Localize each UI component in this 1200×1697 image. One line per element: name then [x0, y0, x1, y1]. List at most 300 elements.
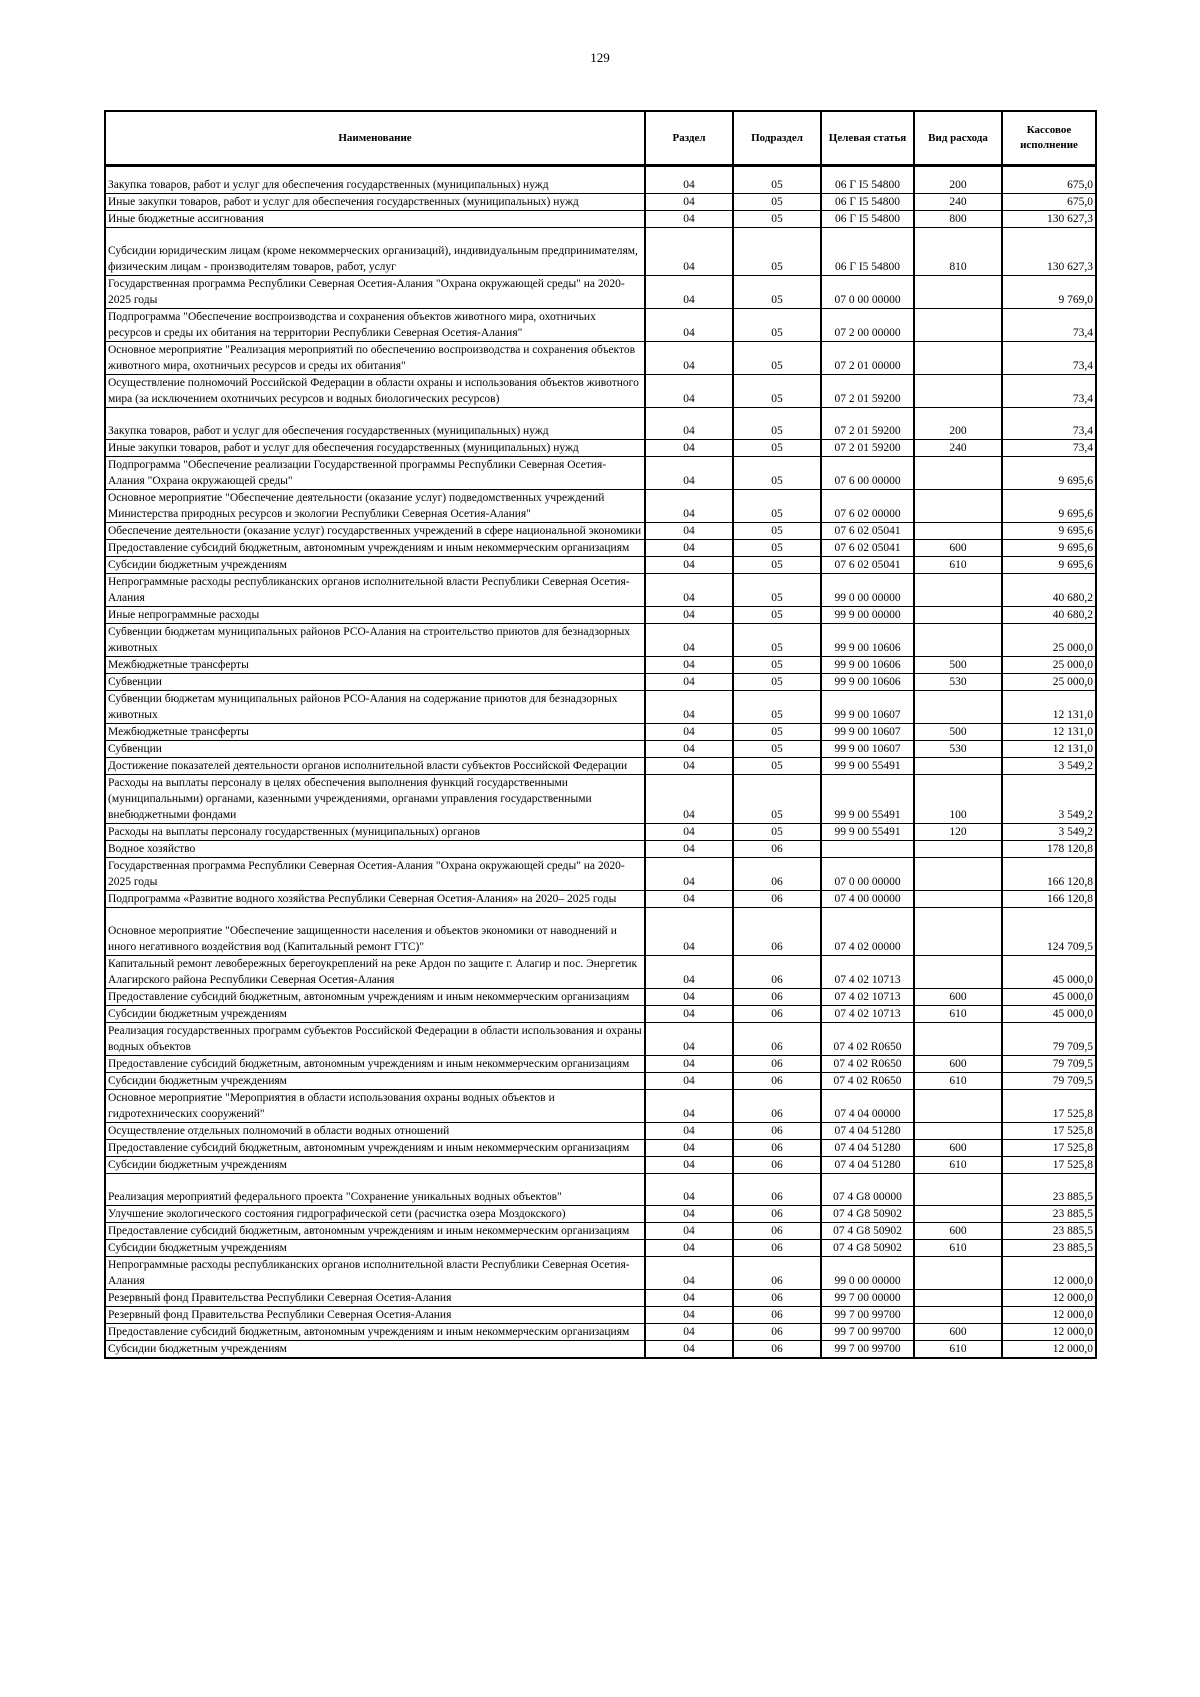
row-subsection: 06: [733, 1223, 821, 1240]
row-target: 07 4 04 51280: [821, 1157, 914, 1174]
row-type: 600: [914, 540, 1002, 557]
row-amount: 12 131,0: [1002, 741, 1096, 758]
row-type: 240: [914, 194, 1002, 211]
row-target: 07 4 G8 50902: [821, 1206, 914, 1223]
row-type: [914, 607, 1002, 624]
row-type: 610: [914, 557, 1002, 574]
row-name: Иные закупки товаров, работ и услуг для обеспечения государственных (муниципальных) нужд: [105, 440, 645, 457]
row-amount: 12 131,0: [1002, 691, 1096, 724]
row-section: 04: [645, 1123, 733, 1140]
row-target: 07 4 02 R0650: [821, 1056, 914, 1073]
table-row: [105, 858, 1096, 891]
row-type: 500: [914, 657, 1002, 674]
row-target: 07 4 G8 50902: [821, 1223, 914, 1240]
table-row: [105, 1023, 1096, 1056]
row-subsection: 05: [733, 194, 821, 211]
table-row: [105, 342, 1096, 375]
row-type: 600: [914, 1140, 1002, 1157]
row-target: 99 0 00 00000: [821, 574, 914, 607]
row-name: Закупка товаров, работ и услуг для обеспечения государственных (муниципальных) нужд: [105, 177, 645, 194]
row-amount: 79 709,5: [1002, 1056, 1096, 1073]
row-type: 120: [914, 824, 1002, 841]
row-target: 99 9 00 10607: [821, 724, 914, 741]
row-subsection: 06: [733, 1307, 821, 1324]
table-row: [105, 891, 1096, 908]
row-section: 04: [645, 624, 733, 657]
row-name: Водное хозяйство: [105, 841, 645, 858]
row-name: Подпрограмма "Обеспечение воспроизводства и сохранения объектов животного мира, охотничьих ресурсов и среды их обитания на территории Республики Северная Осетия-Алания": [105, 309, 645, 342]
row-target: 99 9 00 00000: [821, 607, 914, 624]
row-target: 07 4 02 10713: [821, 956, 914, 989]
table-row: [105, 276, 1096, 309]
row-amount: 17 525,8: [1002, 1157, 1096, 1174]
row-amount: 40 680,2: [1002, 607, 1096, 624]
row-type: 610: [914, 1341, 1002, 1359]
table-body: [105, 166, 1096, 1359]
header-section: Раздел: [645, 111, 733, 166]
row-name: Предоставление субсидий бюджетным, автономным учреждениям и иным некоммерческим организациям: [105, 1324, 645, 1341]
row-subsection: 05: [733, 574, 821, 607]
row-subsection: 06: [733, 1023, 821, 1056]
row-type: [914, 1257, 1002, 1290]
table-row: [105, 523, 1096, 540]
row-amount: 9 695,6: [1002, 557, 1096, 574]
table-row: [105, 309, 1096, 342]
table-header-row: [105, 111, 1096, 166]
row-amount: 675,0: [1002, 194, 1096, 211]
row-subsection: 06: [733, 891, 821, 908]
row-section: 04: [645, 1073, 733, 1090]
row-subsection: 06: [733, 1123, 821, 1140]
row-type: [914, 758, 1002, 775]
row-section: 04: [645, 1290, 733, 1307]
row-name: Реализация государственных программ субъектов Российской Федерации в области использования и охраны водных объектов: [105, 1023, 645, 1056]
row-name: Предоставление субсидий бюджетным, автономным учреждениям и иным некоммерческим организациям: [105, 1223, 645, 1240]
row-target: 06 Г I5 54800: [821, 228, 914, 276]
table-row: [105, 775, 1096, 824]
row-type: [914, 841, 1002, 858]
header-target: Целевая статья: [821, 111, 914, 166]
table-row: [105, 1090, 1096, 1123]
row-amount: 178 120,8: [1002, 841, 1096, 858]
table-row: [105, 1206, 1096, 1223]
row-section: 04: [645, 674, 733, 691]
table-row: [105, 1073, 1096, 1090]
row-target: 99 9 00 55491: [821, 775, 914, 824]
row-target: 06 Г I5 54800: [821, 211, 914, 228]
row-type: 600: [914, 1223, 1002, 1240]
row-amount: 12 000,0: [1002, 1341, 1096, 1359]
table-row: [105, 1240, 1096, 1257]
row-subsection: 05: [733, 490, 821, 523]
row-type: 600: [914, 989, 1002, 1006]
row-name: Субвенции бюджетам муниципальных районов РСО-Алания на содержание приютов для безнадзорных животных: [105, 691, 645, 724]
row-amount: 12 000,0: [1002, 1257, 1096, 1290]
row-name: Подпрограмма «Развитие водного хозяйства Республики Северная Осетия-Алания» на 2020– 2025 годы: [105, 891, 645, 908]
row-target: 07 6 02 00000: [821, 490, 914, 523]
table-row: [105, 1324, 1096, 1341]
row-name: Субсидии бюджетным учреждениям: [105, 1157, 645, 1174]
row-name: Основное мероприятие "Мероприятия в области использования охраны водных объектов и гидротехнических сооружений": [105, 1090, 645, 1123]
table-row: [105, 1056, 1096, 1073]
row-section: 04: [645, 194, 733, 211]
row-amount: 17 525,8: [1002, 1090, 1096, 1123]
row-section: 04: [645, 908, 733, 956]
row-amount: 73,4: [1002, 440, 1096, 457]
row-amount: 17 525,8: [1002, 1140, 1096, 1157]
row-type: 600: [914, 1056, 1002, 1073]
row-type: 530: [914, 741, 1002, 758]
row-subsection: 05: [733, 557, 821, 574]
row-section: 04: [645, 211, 733, 228]
row-type: [914, 342, 1002, 375]
row-section: 04: [645, 758, 733, 775]
row-section: 04: [645, 440, 733, 457]
table-row: [105, 540, 1096, 557]
row-name: Улучшение экологического состояния гидрографической сети (расчистка озера Моздокского): [105, 1206, 645, 1223]
row-target: 99 9 00 55491: [821, 758, 914, 775]
row-name: Субвенции: [105, 741, 645, 758]
table-row: [105, 228, 1096, 276]
row-type: 240: [914, 440, 1002, 457]
table-row: [105, 989, 1096, 1006]
row-subsection: 05: [733, 724, 821, 741]
row-subsection: 06: [733, 1341, 821, 1359]
table-row: [105, 211, 1096, 228]
table-row: [105, 457, 1096, 490]
row-section: 04: [645, 1056, 733, 1073]
table-row: [105, 1123, 1096, 1140]
row-name: Подпрограмма "Обеспечение реализации Государственной программы Республики Северная Осетия-Алания "Охрана окружающей среды": [105, 457, 645, 490]
row-subsection: 06: [733, 858, 821, 891]
row-target: 99 9 00 10606: [821, 624, 914, 657]
row-name: Субсидии юридическим лицам (кроме некоммерческих организаций), индивидуальным предпринимателям, физическим лицам - производителям товаров, работ, услуг: [105, 228, 645, 276]
row-type: [914, 457, 1002, 490]
table-row: [105, 408, 1096, 440]
row-section: 04: [645, 557, 733, 574]
row-amount: 45 000,0: [1002, 1006, 1096, 1023]
row-section: 04: [645, 342, 733, 375]
row-type: [914, 858, 1002, 891]
row-section: 04: [645, 858, 733, 891]
header-amount: Кассовое исполнение: [1002, 111, 1096, 166]
row-target: 07 4 02 R0650: [821, 1073, 914, 1090]
row-amount: 9 695,6: [1002, 523, 1096, 540]
row-name: Субсидии бюджетным учреждениям: [105, 1240, 645, 1257]
row-name: Основное мероприятие "Обеспечение защищенности населения и объектов экономики от наводнений и иного негативного воздействия вод (Капитальный ремонт ГТС)": [105, 908, 645, 956]
row-subsection: 05: [733, 540, 821, 557]
row-name: Предоставление субсидий бюджетным, автономным учреждениям и иным некоммерческим организациям: [105, 1056, 645, 1073]
row-name: Реализация мероприятий федерального проекта "Сохранение уникальных водных объектов": [105, 1174, 645, 1206]
header-type: Вид расхода: [914, 111, 1002, 166]
row-section: 04: [645, 741, 733, 758]
row-amount: 40 680,2: [1002, 574, 1096, 607]
row-subsection: 06: [733, 1140, 821, 1157]
row-section: 04: [645, 691, 733, 724]
row-amount: 73,4: [1002, 309, 1096, 342]
table-row: [105, 1257, 1096, 1290]
row-amount: 9 695,6: [1002, 457, 1096, 490]
row-section: 04: [645, 1341, 733, 1359]
row-amount: 12 000,0: [1002, 1324, 1096, 1341]
row-name: Предоставление субсидий бюджетным, автономным учреждениям и иным некоммерческим организациям: [105, 989, 645, 1006]
row-subsection: 06: [733, 908, 821, 956]
row-section: 04: [645, 574, 733, 607]
table-row: [105, 824, 1096, 841]
row-target: 07 4 02 R0650: [821, 1023, 914, 1056]
row-target: 07 4 02 10713: [821, 1006, 914, 1023]
row-subsection: 06: [733, 1324, 821, 1341]
row-target: 99 9 00 10606: [821, 674, 914, 691]
table-row: [105, 194, 1096, 211]
row-section: 04: [645, 824, 733, 841]
row-type: 500: [914, 724, 1002, 741]
row-section: 04: [645, 1324, 733, 1341]
row-name: Расходы на выплаты персоналу государственных (муниципальных) органов: [105, 824, 645, 841]
row-subsection: 05: [733, 824, 821, 841]
row-type: [914, 309, 1002, 342]
row-target: 07 6 02 05041: [821, 523, 914, 540]
row-name: Субсидии бюджетным учреждениям: [105, 1341, 645, 1359]
row-section: 04: [645, 540, 733, 557]
row-section: 04: [645, 989, 733, 1006]
row-section: 04: [645, 1090, 733, 1123]
row-section: 04: [645, 1157, 733, 1174]
row-amount: 130 627,3: [1002, 211, 1096, 228]
row-type: [914, 490, 1002, 523]
row-amount: 675,0: [1002, 177, 1096, 194]
row-amount: 25 000,0: [1002, 674, 1096, 691]
table-row: [105, 624, 1096, 657]
row-target: 07 4 00 00000: [821, 891, 914, 908]
row-target: 07 0 00 00000: [821, 276, 914, 309]
row-section: 04: [645, 408, 733, 440]
row-subsection: 05: [733, 309, 821, 342]
row-subsection: 05: [733, 674, 821, 691]
row-subsection: 06: [733, 1174, 821, 1206]
row-name: Обеспечение деятельности (оказание услуг) государственных учреждений в сфере национальной экономики: [105, 523, 645, 540]
row-subsection: 05: [733, 228, 821, 276]
table-row: [105, 1307, 1096, 1324]
row-name: Непрограммные расходы республиканских органов исполнительной власти Республики Северная Осетия-Алания: [105, 1257, 645, 1290]
row-amount: 3 549,2: [1002, 824, 1096, 841]
row-name: Капитальный ремонт левобережных берегоукреплений на реке Ардон по защите г. Алагир и пос. Энергетик Алагирского района Республики Северная Осетия-Алания: [105, 956, 645, 989]
table-row: [105, 1290, 1096, 1307]
row-subsection: 06: [733, 1240, 821, 1257]
row-section: 04: [645, 657, 733, 674]
table-row: [105, 1140, 1096, 1157]
row-amount: 25 000,0: [1002, 624, 1096, 657]
row-name: Субсидии бюджетным учреждениям: [105, 1006, 645, 1023]
row-section: 04: [645, 1240, 733, 1257]
row-target: 07 4 02 00000: [821, 908, 914, 956]
table-row: [105, 674, 1096, 691]
row-subsection: 05: [733, 624, 821, 657]
row-name: Субвенции: [105, 674, 645, 691]
row-subsection: 06: [733, 1056, 821, 1073]
table-row: [105, 607, 1096, 624]
row-subsection: 06: [733, 1290, 821, 1307]
row-subsection: 05: [733, 657, 821, 674]
row-type: 200: [914, 177, 1002, 194]
row-subsection: 05: [733, 523, 821, 540]
table-row: [105, 574, 1096, 607]
table-row: [105, 490, 1096, 523]
row-subsection: 05: [733, 177, 821, 194]
row-target: 07 4 04 00000: [821, 1090, 914, 1123]
row-type: 610: [914, 1157, 1002, 1174]
table-row: [105, 691, 1096, 724]
row-section: 04: [645, 490, 733, 523]
row-section: 04: [645, 177, 733, 194]
row-type: [914, 1290, 1002, 1307]
row-name: Расходы на выплаты персоналу в целях обеспечения выполнения функций государственными (муниципальными) органами, казенными учреждениями, органами управления государственными внебюджетными фондами: [105, 775, 645, 824]
row-target: 99 7 00 99700: [821, 1324, 914, 1341]
row-section: 04: [645, 1307, 733, 1324]
row-subsection: 06: [733, 989, 821, 1006]
row-amount: 23 885,5: [1002, 1240, 1096, 1257]
row-target: 07 2 01 59200: [821, 375, 914, 408]
table-row: [105, 1223, 1096, 1240]
table-row: [105, 557, 1096, 574]
row-amount: 17 525,8: [1002, 1123, 1096, 1140]
row-target: 07 4 G8 50902: [821, 1240, 914, 1257]
row-amount: 12 000,0: [1002, 1307, 1096, 1324]
row-section: 04: [645, 1140, 733, 1157]
row-section: 04: [645, 891, 733, 908]
table-row: [105, 1006, 1096, 1023]
row-subsection: 06: [733, 841, 821, 858]
row-amount: 73,4: [1002, 342, 1096, 375]
row-name: Предоставление субсидий бюджетным, автономным учреждениям и иным некоммерческим организациям: [105, 540, 645, 557]
row-target: 07 0 00 00000: [821, 858, 914, 891]
row-subsection: 06: [733, 1257, 821, 1290]
row-amount: 166 120,8: [1002, 858, 1096, 891]
row-target: 06 Г I5 54800: [821, 177, 914, 194]
row-name: Иные непрограммные расходы: [105, 607, 645, 624]
row-amount: 130 627,3: [1002, 228, 1096, 276]
row-name: Достижение показателей деятельности органов исполнительной власти субъектов Российской Федерации: [105, 758, 645, 775]
row-type: [914, 574, 1002, 607]
row-subsection: 05: [733, 440, 821, 457]
row-section: 04: [645, 1257, 733, 1290]
row-section: 04: [645, 375, 733, 408]
row-section: 04: [645, 228, 733, 276]
row-section: 04: [645, 1023, 733, 1056]
row-name: Резервный фонд Правительства Республики Северная Осетия-Алания: [105, 1290, 645, 1307]
row-target: 99 9 00 10607: [821, 691, 914, 724]
header-subsection: Подраздел: [733, 111, 821, 166]
row-target: 07 2 00 00000: [821, 309, 914, 342]
row-name: Иные закупки товаров, работ и услуг для обеспечения государственных (муниципальных) нужд: [105, 194, 645, 211]
row-name: Непрограммные расходы республиканских органов исполнительной власти Республики Северная Осетия-Алания: [105, 574, 645, 607]
page-number: 129: [590, 50, 610, 65]
row-amount: 3 549,2: [1002, 758, 1096, 775]
row-target: 99 9 00 10606: [821, 657, 914, 674]
row-type: [914, 1174, 1002, 1206]
row-amount: 23 885,5: [1002, 1174, 1096, 1206]
row-target: 99 9 00 10607: [821, 741, 914, 758]
row-amount: 9 695,6: [1002, 490, 1096, 523]
table-row: [105, 657, 1096, 674]
row-section: 04: [645, 1006, 733, 1023]
row-type: 100: [914, 775, 1002, 824]
row-amount: 9 695,6: [1002, 540, 1096, 557]
row-type: [914, 1090, 1002, 1123]
row-target: 06 Г I5 54800: [821, 194, 914, 211]
row-name: Государственная программа Республики Северная Осетия-Алания "Охрана окружающей среды" на 2020-2025 годы: [105, 858, 645, 891]
table-row: [105, 1157, 1096, 1174]
header-name: Наименование: [105, 111, 645, 166]
row-type: 610: [914, 1073, 1002, 1090]
row-amount: 3 549,2: [1002, 775, 1096, 824]
row-subsection: 05: [733, 607, 821, 624]
row-name: Субвенции бюджетам муниципальных районов РСО-Алания на строительство приютов для безнадзорных животных: [105, 624, 645, 657]
row-name: Иные бюджетные ассигнования: [105, 211, 645, 228]
row-name: Основное мероприятие "Обеспечение деятельности (оказание услуг) подведомственных учреждений Министерства природных ресурсов и экологии Республики Северная Осетия-Алания": [105, 490, 645, 523]
row-type: [914, 1206, 1002, 1223]
row-amount: 73,4: [1002, 408, 1096, 440]
row-name: Межбюджетные трансферты: [105, 657, 645, 674]
row-type: [914, 908, 1002, 956]
row-section: 04: [645, 309, 733, 342]
table-row: [105, 908, 1096, 956]
row-amount: 73,4: [1002, 375, 1096, 408]
row-target: 07 2 01 00000: [821, 342, 914, 375]
table-row: [105, 741, 1096, 758]
row-type: [914, 624, 1002, 657]
row-type: 600: [914, 1324, 1002, 1341]
row-target: 07 2 01 59200: [821, 440, 914, 457]
table-row: [105, 956, 1096, 989]
row-subsection: 06: [733, 956, 821, 989]
row-section: 04: [645, 457, 733, 490]
row-amount: 9 769,0: [1002, 276, 1096, 309]
row-type: [914, 956, 1002, 989]
row-type: [914, 276, 1002, 309]
row-section: 04: [645, 607, 733, 624]
row-name: Межбюджетные трансферты: [105, 724, 645, 741]
row-amount: 45 000,0: [1002, 956, 1096, 989]
row-target: [821, 841, 914, 858]
row-amount: 12 000,0: [1002, 1290, 1096, 1307]
row-amount: 79 709,5: [1002, 1073, 1096, 1090]
budget-table: [104, 110, 1097, 1359]
table-row: [105, 375, 1096, 408]
row-amount: 12 131,0: [1002, 724, 1096, 741]
row-name: Основное мероприятие "Реализация мероприятий по обеспечению воспроизводства и сохранения объектов животного мира, охотничьих ресурсов и среды их обитания": [105, 342, 645, 375]
row-target: 07 4 G8 00000: [821, 1174, 914, 1206]
row-subsection: 05: [733, 457, 821, 490]
row-target: 07 4 02 10713: [821, 989, 914, 1006]
row-name: Субсидии бюджетным учреждениям: [105, 1073, 645, 1090]
row-subsection: 06: [733, 1157, 821, 1174]
row-subsection: 05: [733, 276, 821, 309]
row-amount: 23 885,5: [1002, 1223, 1096, 1240]
row-name: Осуществление полномочий Российской Федерации в области охраны и использования объектов животного мира (за исключением охотничьих ресурсов и водных биологических ресурсов): [105, 375, 645, 408]
table-row: [105, 1341, 1096, 1359]
row-type: 800: [914, 211, 1002, 228]
row-target: 99 9 00 55491: [821, 824, 914, 841]
row-subsection: 06: [733, 1006, 821, 1023]
row-amount: 25 000,0: [1002, 657, 1096, 674]
row-target: 07 6 02 05041: [821, 540, 914, 557]
row-section: 04: [645, 1206, 733, 1223]
row-name: Закупка товаров, работ и услуг для обеспечения государственных (муниципальных) нужд: [105, 408, 645, 440]
row-type: [914, 375, 1002, 408]
row-section: 04: [645, 1174, 733, 1206]
row-name: Субсидии бюджетным учреждениям: [105, 557, 645, 574]
